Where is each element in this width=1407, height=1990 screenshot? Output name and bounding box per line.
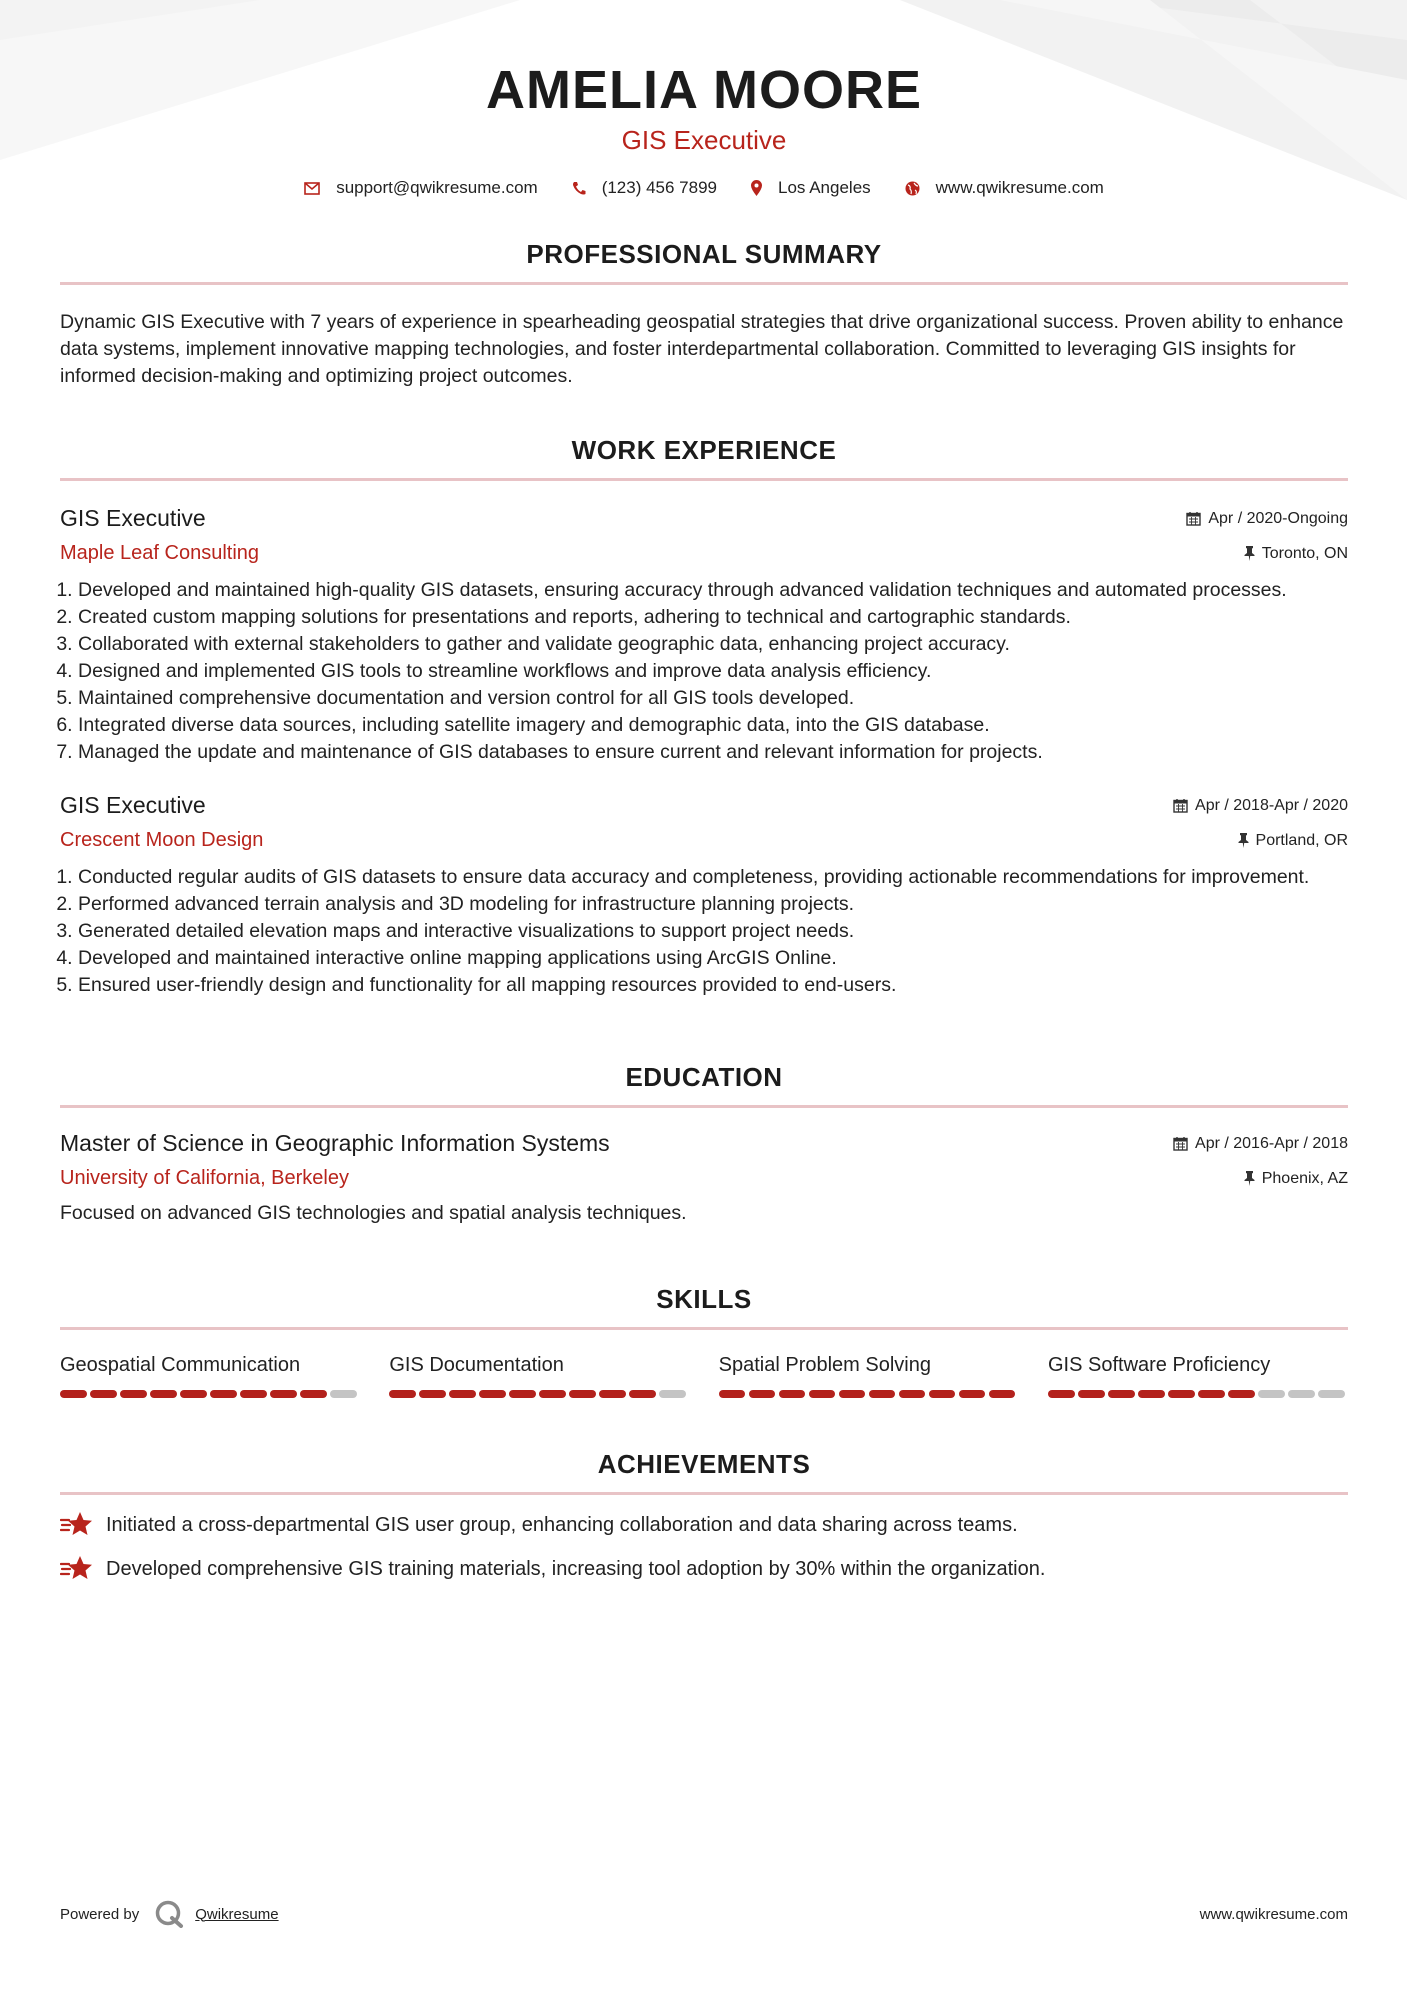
skills-section bbox=[60, 1283, 1348, 1398]
summary-section bbox=[60, 238, 1348, 390]
education-section bbox=[60, 1061, 1348, 1227]
job-location-text: Portland, OR bbox=[1255, 831, 1348, 849]
contact-website-text: www.qwikresume.com bbox=[935, 178, 1104, 197]
job-bullet: 5. Ensured user-friendly design and functionality for all mapping resources provided to end-users. bbox=[78, 972, 1348, 999]
skill-dot-empty bbox=[330, 1390, 357, 1398]
section-title-skills: SKILLS bbox=[656, 1284, 752, 1314]
job-bullet: 4. Designed and implemented GIS tools to streamline workflows and improve data analysis efficiency. bbox=[78, 658, 1348, 685]
job-bullet: 5. Maintained comprehensive documentation and version control for all GIS tools developed. bbox=[78, 685, 1348, 712]
job-location bbox=[1244, 545, 1348, 563]
skill-dot-filled bbox=[989, 1390, 1016, 1398]
job-bullet: 6. Integrated diverse data sources, including satellite imagery and demographic data, into the GIS database. bbox=[78, 712, 1348, 739]
education-dates-text: Apr / 2016-Apr / 2018 bbox=[1195, 1134, 1348, 1152]
skill-dot-filled bbox=[569, 1390, 596, 1398]
envelope-icon bbox=[304, 182, 320, 195]
skill-dot-filled bbox=[389, 1390, 416, 1398]
pushpin-icon bbox=[1238, 833, 1249, 848]
skill-rating bbox=[719, 1390, 1019, 1398]
section-divider bbox=[60, 478, 1348, 481]
section-title-experience: WORK EXPERIENCE bbox=[571, 435, 837, 465]
section-divider bbox=[60, 1105, 1348, 1108]
job-dates bbox=[1186, 510, 1348, 528]
skill-label: GIS Documentation bbox=[389, 1354, 564, 1376]
skill-dot-filled bbox=[479, 1390, 506, 1398]
skill-dot-filled bbox=[1048, 1390, 1075, 1398]
skill-dot-filled bbox=[839, 1390, 866, 1398]
skill-rating bbox=[389, 1390, 689, 1398]
skill-rating bbox=[1048, 1390, 1348, 1398]
skill-dot-empty bbox=[1318, 1390, 1345, 1398]
job-bullet: 1. Conducted regular audits of GIS datasets to ensure data accuracy and completeness, providing actionable recommendations for improvement. bbox=[78, 864, 1348, 891]
skill-label: Spatial Problem Solving bbox=[718, 1354, 931, 1376]
achievement-text: Initiated a cross-departmental GIS user group, enhancing collaboration and data sharing across teams. bbox=[106, 1514, 1018, 1536]
calendar-icon bbox=[1186, 511, 1201, 526]
skill-dot-filled bbox=[240, 1390, 267, 1398]
job-location bbox=[1238, 832, 1348, 850]
skill-dot-filled bbox=[60, 1390, 87, 1398]
job-bullet: 1. Developed and maintained high-quality GIS datasets, ensuring accuracy through advanced validation techniques and automated processes. bbox=[78, 577, 1348, 604]
skill-dot-filled bbox=[210, 1390, 237, 1398]
contact-location-text: Los Angeles bbox=[778, 178, 871, 197]
summary-text: Dynamic GIS Executive with 7 years of experience in spearheading geospatial strategies that drive organizational success. Proven ability to enhance data systems, implement innovative mapping technologies, and foster interdepartmental collaboration. Committed to leveraging GIS insights for informed decision-making and optimizing project outcomes. bbox=[60, 311, 1344, 387]
candidate-title: GIS Executive bbox=[621, 125, 787, 155]
job-bullet: 3. Generated detailed elevation maps and interactive visualizations to support project needs. bbox=[78, 918, 1348, 945]
skill-dot-filled bbox=[120, 1390, 147, 1398]
education-location-text: Phoenix, AZ bbox=[1261, 1169, 1348, 1187]
star-icon bbox=[60, 1555, 94, 1583]
skill-dot-empty bbox=[659, 1390, 686, 1398]
skill-dot-filled bbox=[779, 1390, 806, 1398]
contact-email[interactable] bbox=[304, 178, 538, 198]
footer-powered-by bbox=[60, 1900, 279, 1928]
qwikresume-link[interactable]: Qwikresume bbox=[195, 1905, 279, 1923]
skill-dot-filled bbox=[629, 1390, 656, 1398]
skill-dot-filled bbox=[509, 1390, 536, 1398]
skill-dot-filled bbox=[1108, 1390, 1135, 1398]
section-divider bbox=[60, 1327, 1348, 1330]
contact-bar bbox=[60, 178, 1348, 198]
education-description: Focused on advanced GIS technologies and spatial analysis techniques. bbox=[60, 1202, 687, 1224]
job-location-text: Toronto, ON bbox=[1261, 544, 1348, 562]
job-bullets bbox=[60, 864, 1348, 999]
company-name: Maple Leaf Consulting bbox=[60, 542, 260, 564]
job-bullet: 2. Performed advanced terrain analysis and 3D modeling for infrastructure planning projects. bbox=[78, 891, 1348, 918]
job-entry bbox=[60, 792, 1348, 999]
achievement-item bbox=[60, 1511, 1348, 1539]
contact-website[interactable] bbox=[905, 178, 1104, 198]
skill-label: Geospatial Communication bbox=[60, 1354, 301, 1376]
skill-item bbox=[60, 1352, 360, 1398]
skill-dot-filled bbox=[419, 1390, 446, 1398]
degree-title: Master of Science in Geographic Information Systems bbox=[60, 1130, 610, 1156]
section-divider bbox=[60, 282, 1348, 285]
skill-item bbox=[389, 1352, 689, 1398]
section-title-summary: PROFESSIONAL SUMMARY bbox=[526, 239, 882, 269]
skill-dot-filled bbox=[749, 1390, 776, 1398]
section-divider bbox=[60, 1492, 1348, 1495]
section-title-education: EDUCATION bbox=[625, 1062, 783, 1092]
skill-dot-filled bbox=[180, 1390, 207, 1398]
resume-header bbox=[60, 0, 1348, 198]
contact-phone-text: (123) 456 7899 bbox=[601, 178, 718, 197]
skill-dot-filled bbox=[270, 1390, 297, 1398]
candidate-name: AMELIA MOORE bbox=[486, 60, 922, 120]
job-bullet: 4. Developed and maintained interactive online mapping applications using ArcGIS Online. bbox=[78, 945, 1348, 972]
powered-by-label: Powered by bbox=[60, 1905, 140, 1923]
skill-dot-filled bbox=[449, 1390, 476, 1398]
skill-dot-filled bbox=[809, 1390, 836, 1398]
skill-item bbox=[719, 1352, 1019, 1398]
skill-dot-filled bbox=[1138, 1390, 1165, 1398]
skill-dot-filled bbox=[929, 1390, 956, 1398]
job-dates-text: Apr / 2018-Apr / 2020 bbox=[1195, 796, 1348, 814]
skill-dot-filled bbox=[1078, 1390, 1105, 1398]
job-bullet: 3. Collaborated with external stakeholders to gather and validate geographic data, enhancing project accuracy. bbox=[78, 631, 1348, 658]
skill-dot-filled bbox=[300, 1390, 327, 1398]
globe-icon bbox=[905, 181, 920, 196]
skills-list bbox=[60, 1352, 1348, 1398]
skill-dot-filled bbox=[1228, 1390, 1255, 1398]
skill-dot-filled bbox=[150, 1390, 177, 1398]
pushpin-icon bbox=[1244, 1171, 1255, 1186]
map-pin-icon bbox=[751, 180, 762, 196]
job-dates bbox=[1173, 797, 1348, 815]
company-name: Crescent Moon Design bbox=[60, 829, 264, 851]
skill-dot-filled bbox=[539, 1390, 566, 1398]
job-bullet: 7. Managed the update and maintenance of GIS databases to ensure current and relevant information for projects. bbox=[78, 739, 1348, 766]
skill-item bbox=[1048, 1352, 1348, 1398]
skill-dot-filled bbox=[599, 1390, 626, 1398]
star-icon bbox=[60, 1511, 94, 1539]
pushpin-icon bbox=[1244, 546, 1255, 561]
skill-dot-filled bbox=[719, 1390, 746, 1398]
school-name: University of California, Berkeley bbox=[60, 1167, 349, 1189]
job-dates-text: Apr / 2020-Ongoing bbox=[1208, 509, 1348, 527]
skill-dot-filled bbox=[90, 1390, 117, 1398]
skill-dot-empty bbox=[1258, 1390, 1285, 1398]
education-dates bbox=[1173, 1135, 1348, 1153]
skill-dot-filled bbox=[1168, 1390, 1195, 1398]
skill-rating bbox=[60, 1390, 360, 1398]
footer-website[interactable]: www.qwikresume.com bbox=[1199, 1905, 1348, 1923]
footer bbox=[60, 1900, 1348, 1928]
calendar-icon bbox=[1173, 798, 1188, 813]
skill-label: GIS Software Proficiency bbox=[1047, 1354, 1271, 1376]
job-title: GIS Executive bbox=[60, 792, 206, 818]
contact-phone[interactable] bbox=[572, 178, 717, 198]
contact-email-text: support@qwikresume.com bbox=[336, 178, 538, 197]
education-location bbox=[1244, 1170, 1348, 1188]
calendar-icon bbox=[1173, 1136, 1188, 1151]
skill-dot-empty bbox=[1288, 1390, 1315, 1398]
achievement-item bbox=[60, 1555, 1348, 1583]
job-entry bbox=[60, 505, 1348, 766]
phone-icon bbox=[572, 181, 586, 196]
achievements-section bbox=[60, 1448, 1348, 1583]
experience-section bbox=[60, 434, 1348, 999]
job-title: GIS Executive bbox=[60, 505, 206, 531]
achievement-text: Developed comprehensive GIS training materials, increasing tool adoption by 30% within the organization. bbox=[106, 1558, 1046, 1580]
skill-dot-filled bbox=[899, 1390, 926, 1398]
skill-dot-filled bbox=[959, 1390, 986, 1398]
skill-dot-filled bbox=[869, 1390, 896, 1398]
qwikresume-logo-icon bbox=[155, 1900, 185, 1928]
skill-dot-filled bbox=[1198, 1390, 1225, 1398]
contact-location bbox=[751, 178, 871, 198]
job-bullets bbox=[60, 577, 1348, 766]
section-title-achievements: ACHIEVEMENTS bbox=[597, 1449, 811, 1479]
job-bullet: 2. Created custom mapping solutions for presentations and reports, adhering to technical and cartographic standards. bbox=[78, 604, 1348, 631]
